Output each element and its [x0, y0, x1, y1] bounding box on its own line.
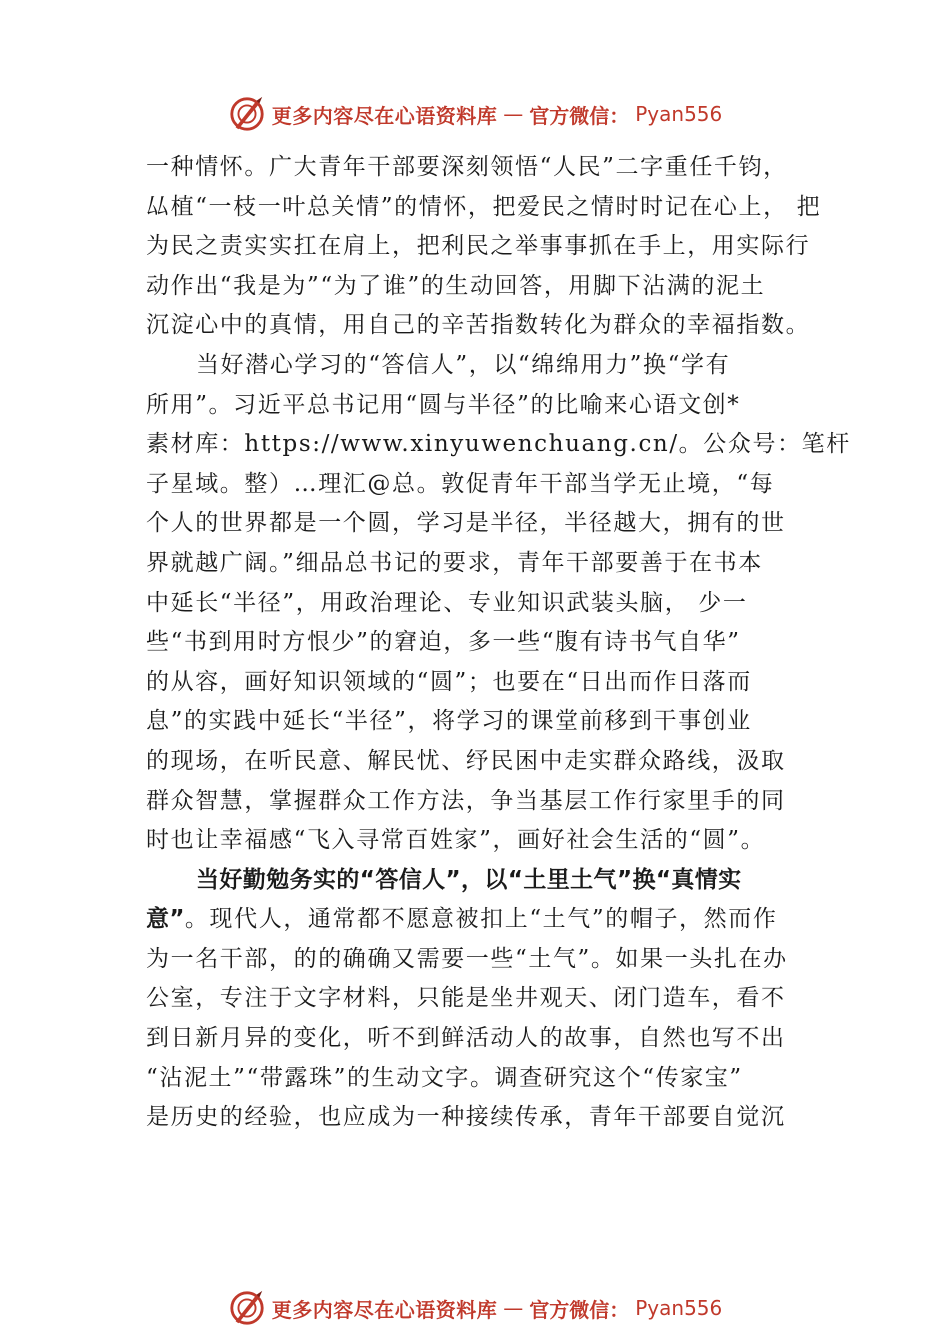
- body-line: 界就越广阔。”细品总书记的要求，青年干部要善于在书本: [146, 549, 763, 576]
- body-line: “沾泥土”“带露珠”的生动文字。调查研究这个“传家宝”: [146, 1064, 743, 1091]
- header-banner: [0, 92, 950, 136]
- heading-tail: 意”: [146, 906, 185, 933]
- body-line: 些“书到用时方恨少”的窘迫，多一些“腹有诗书气自华”: [146, 629, 741, 656]
- paragraph-lead-line: 当好潜心学习的“答信人”，以“绵绵用力”换“学有: [196, 351, 731, 378]
- body-line: 群众智慧，掌握群众工作方法，争当基层工作行家里手的同: [146, 787, 786, 814]
- body-line: 是历史的经验，也应成为一种接续传承，青年干部要自觉沉: [146, 1104, 786, 1131]
- footer-brand-text: 更多内容尽在心语资料库: [271, 1297, 498, 1322]
- body-line: 动作出“我是为”“为了谁”的生动回答，用脚下沾满的泥土: [146, 272, 766, 299]
- body-line: 厸植“一枝一叶总关情”的情怀，把爱民之情时时记在心上， 把: [146, 193, 822, 220]
- header-banner-inner: [228, 95, 723, 133]
- header-wechat-id: Pyan556: [635, 102, 723, 126]
- footer-banner: [0, 1286, 950, 1330]
- header-wechat-label: 官方微信：: [529, 103, 630, 128]
- footer-wechat-label: 官方微信：: [529, 1297, 630, 1322]
- heading-following-text: 。现代人，通常都不愿意被扣上“土气”的帽子，然而作: [184, 906, 778, 933]
- section-heading-line: 当好勤勉务实的“答信人”，以“土里土气”换“真情实: [196, 866, 742, 893]
- body-line: 素材库：https://www.xinyuwenchuang.cn/。公众号：笔杆: [146, 431, 851, 458]
- body-line: 的从容，画好知识领域的“圆”；也要在“日出而作日落而: [146, 668, 752, 695]
- body-line: 为民之责实实扛在肩上，把利民之举事事抓在手上，用实际行: [146, 233, 811, 260]
- body-line: 为一名干部，的的确确又需要一些“土气”。如果一头扎在办: [146, 945, 788, 972]
- body-line: 一种情怀。广大青年干部要深刻领悟“人民”二字重任千钧，: [146, 154, 788, 180]
- footer-wechat-id: Pyan556: [635, 1296, 723, 1320]
- footer-banner-inner: [228, 1289, 723, 1327]
- heading-continuation-line: [146, 900, 812, 940]
- header-dash: —: [503, 102, 524, 126]
- quill-logo-icon: [228, 95, 266, 133]
- document-body: [146, 148, 851, 1138]
- header-brand-text: 更多内容尽在心语资料库: [271, 103, 498, 128]
- body-line: 个人的世界都是一个圆，学习是半径，半径越大，拥有的世: [146, 510, 786, 537]
- body-line: 时也让幸福感“飞入寻常百姓家”，画好社会生活的“圆”。: [146, 827, 766, 854]
- body-line: 的现场，在听民意、解民忧、纾民困中走实群众路线，汲取: [146, 747, 786, 774]
- footer-dash: —: [503, 1296, 524, 1320]
- body-line: 息”的实践中延长“半径”，将学习的课堂前移到干事创业: [146, 708, 752, 735]
- quill-logo-icon: [228, 1289, 266, 1327]
- body-line: 所用”。习近平总书记用“圆与半径”的比喻来心语文创*: [146, 391, 741, 418]
- body-line: 沉淀心中的真情，用自己的辛苦指数转化为群众的幸福指数。: [146, 312, 811, 339]
- body-line: 子星域。整）…理汇@总。敦促青年干部当学无止境，“每: [146, 470, 775, 497]
- body-line: 公室，专注于文字材料，只能是坐井观天、闭门造车，看不: [146, 985, 786, 1012]
- body-line: 到日新月异的变化，听不到鲜活动人的故事，自然也写不出: [146, 1025, 786, 1052]
- body-line: 中延长“半径”，用政治理论、专业知识武装头脑， 少一: [146, 589, 748, 616]
